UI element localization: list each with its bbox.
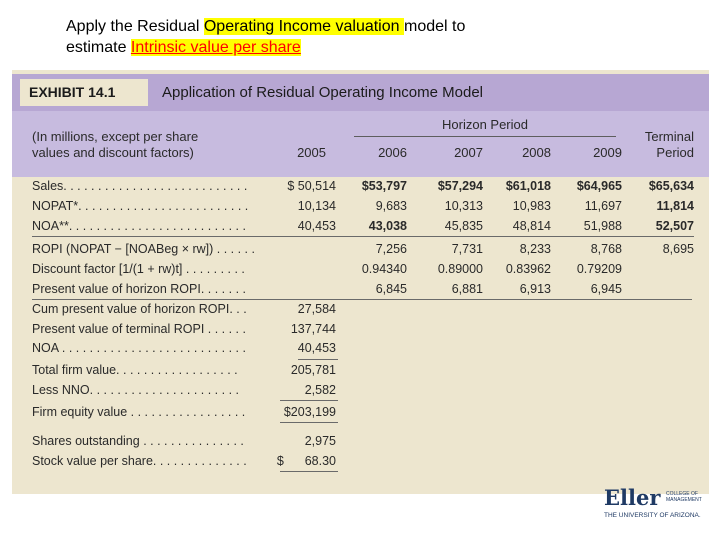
- title-line2-text: estimate: [66, 39, 131, 56]
- slide-title: [66, 16, 586, 58]
- cell-2005: 2,582: [304, 383, 336, 397]
- column-header-2008: 2008: [522, 145, 551, 160]
- cell-2009: 8,768: [590, 242, 622, 256]
- row-label: Stock value per share. . . . . . . . . . . . . .: [32, 454, 247, 468]
- row-label: NOA . . . . . . . . . . . . . . . . . . . . . . . . . . .: [32, 341, 246, 355]
- logo-mark: Eller: [604, 485, 661, 510]
- table-row: [12, 319, 709, 339]
- table-row: [12, 431, 709, 451]
- cell-2009: 51,988: [583, 219, 622, 233]
- row-label: Less NNO. . . . . . . . . . . . . . . . . . . . . .: [32, 383, 239, 397]
- logo-side-line-2: MANAGEMENT: [666, 497, 702, 503]
- cell-terminal: $65,634: [648, 179, 694, 193]
- logo-side: [666, 491, 702, 503]
- table-row: [12, 299, 709, 319]
- title-highlight: Operating Income valuation: [203, 18, 404, 35]
- cell-2008: 6,913: [519, 282, 551, 296]
- divider: [280, 422, 338, 423]
- slide-title-line-1: [66, 16, 586, 37]
- eller-logo: [604, 485, 704, 525]
- cell-2009: 11,697: [584, 199, 622, 213]
- cell-2009: 0.79209: [576, 262, 622, 276]
- cell-2007: 45,835: [444, 219, 483, 233]
- row-label: Shares outstanding . . . . . . . . . . . . . . .: [32, 434, 244, 448]
- row-label: Total firm value. . . . . . . . . . . . . . . . . .: [32, 363, 238, 377]
- exhibit-header: [12, 74, 709, 111]
- exhibit-label: EXHIBIT 14.1: [20, 79, 148, 106]
- table-row: [12, 402, 709, 422]
- cell-2007: 0.89000: [437, 262, 483, 276]
- exhibit-table: [12, 70, 709, 494]
- units-note-line-2: values and discount factors): [32, 145, 194, 160]
- row-label: NOA**. . . . . . . . . . . . . . . . . . . . . . . . . .: [32, 219, 246, 233]
- cell-2005: 10,134: [297, 199, 336, 213]
- row-label: ROPI (NOPAT − [NOABeg × rw]) . . . . . .: [32, 242, 255, 256]
- column-header-2005: 2005: [297, 145, 326, 160]
- terminal-line-1: Terminal: [644, 129, 694, 144]
- horizon-period-label: Horizon Period: [354, 117, 616, 137]
- cell-2008: 48,814: [512, 219, 551, 233]
- cell-2007: 6,881: [451, 282, 483, 296]
- cell-terminal: 11,814: [656, 199, 694, 213]
- title-text-end: model to: [403, 18, 466, 35]
- column-header-2006: 2006: [378, 145, 407, 160]
- cell-terminal: 52,507: [655, 219, 694, 233]
- cell-2006: 43,038: [368, 219, 407, 233]
- table-row: [12, 259, 709, 279]
- exhibit-title: Application of Residual Operating Income Model: [162, 84, 484, 101]
- column-header-terminal: [632, 129, 694, 161]
- divider: [280, 400, 338, 401]
- divider: [32, 236, 694, 237]
- cell-2007: $57,294: [437, 179, 483, 193]
- cell-2005: 137,744: [290, 322, 336, 336]
- column-header-2007: 2007: [454, 145, 483, 160]
- cell-2006: 9,683: [375, 199, 407, 213]
- units-note-line-1: (In millions, except per share: [32, 129, 199, 144]
- row-label: Present value of horizon ROPI. . . . . . .: [32, 282, 246, 296]
- logo-side-line-1: COLLEGE OF: [666, 491, 698, 497]
- cell-2009: $64,965: [576, 179, 622, 193]
- cell-terminal: 8,695: [662, 242, 694, 256]
- row-label: Sales. . . . . . . . . . . . . . . . . . . . . . . . . . .: [32, 179, 248, 193]
- table-row: [12, 380, 709, 400]
- row-label: Cum present value of horizon ROPI. . .: [32, 302, 247, 316]
- divider: [280, 471, 338, 472]
- cell-2005: 40,453: [297, 219, 336, 233]
- cell-2005: $203,199: [283, 405, 336, 419]
- table-row: [12, 451, 709, 471]
- cell-2005: 40,453: [297, 341, 336, 355]
- table-row: [12, 360, 709, 380]
- cell-2009: 6,945: [590, 282, 622, 296]
- table-row: [12, 176, 709, 196]
- cell-2005: 27,584: [297, 302, 336, 316]
- slide-title-line-2: [66, 37, 586, 58]
- row-label: Present value of terminal ROPI . . . . . .: [32, 322, 246, 336]
- cell-2008: 0.83962: [505, 262, 551, 276]
- table-row: [12, 216, 709, 236]
- title-line2-highlight: Intrinsic value per share: [130, 39, 301, 56]
- terminal-line-2: Period: [656, 145, 694, 160]
- units-note: [32, 129, 198, 161]
- cell-2006: 0.94340: [361, 262, 407, 276]
- cell-2008: $61,018: [505, 179, 551, 193]
- cell-2005: 205,781: [290, 363, 336, 377]
- cell-2006: 6,845: [375, 282, 407, 296]
- cell-2005: $ 50,514: [287, 179, 336, 193]
- cell-2007: 7,731: [451, 242, 483, 256]
- row-label: Firm equity value . . . . . . . . . . . . . . . . .: [32, 405, 246, 419]
- cell-2005: $ 68.30: [276, 454, 336, 468]
- cell-2006: $53,797: [361, 179, 407, 193]
- cell-2008: 10,983: [512, 199, 551, 213]
- table-row: [12, 338, 709, 358]
- cell-2006: 7,256: [375, 242, 407, 256]
- cell-2007: 10,313: [444, 199, 483, 213]
- cell-2008: 8,233: [519, 242, 551, 256]
- logo-university: THE UNIVERSITY OF ARIZONA.: [604, 512, 701, 519]
- table-row: [12, 239, 709, 259]
- column-header-2009: 2009: [593, 145, 622, 160]
- title-text: Apply the Residual: [66, 18, 204, 35]
- table-row: [12, 196, 709, 216]
- row-label: NOPAT*. . . . . . . . . . . . . . . . . . . . . . . . .: [32, 199, 249, 213]
- cell-2005: 2,975: [304, 434, 336, 448]
- table-row: [12, 279, 709, 299]
- row-label: Discount factor [1/(1 + rw)t] . . . . . . . . .: [32, 262, 245, 276]
